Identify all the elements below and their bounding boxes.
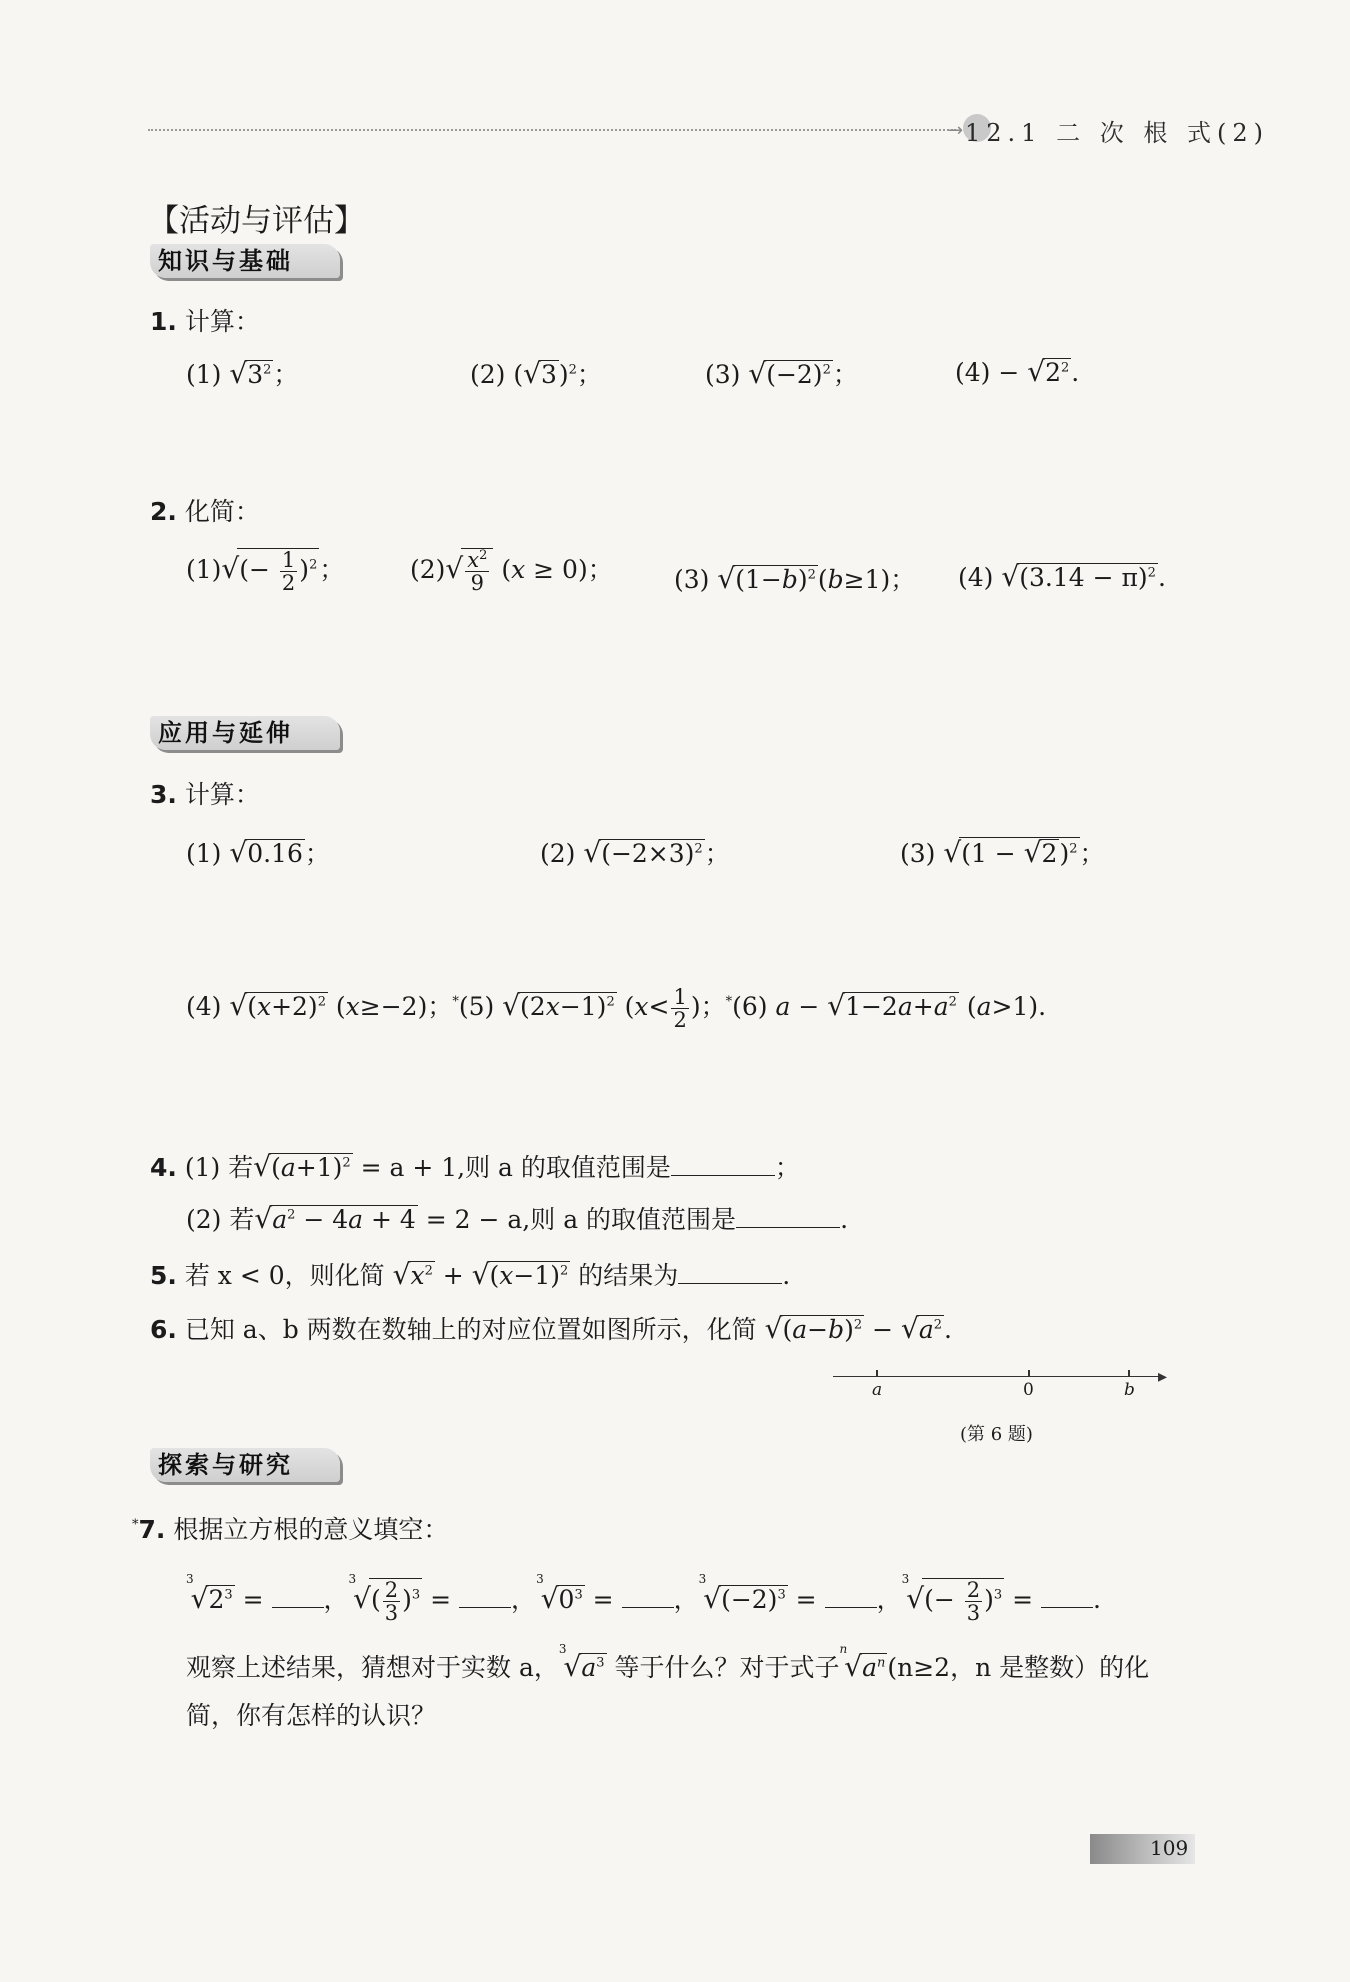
question-5: 5. 若 x < 0，则化简 $√x^2 + √(x-1)^2$ 的结果为 . bbox=[150, 1258, 791, 1291]
q2-item-3: (3) $√(1-b)^2(b\ge 1)$； bbox=[674, 562, 916, 595]
q7-observe-part1: 观察上述结果，猜想对于实数 a， bbox=[186, 1653, 559, 1682]
question-7 bbox=[132, 1510, 448, 1546]
q5-tail: 的结果为 bbox=[578, 1261, 679, 1290]
question-1 bbox=[150, 302, 260, 338]
question-prompt: 计算： bbox=[184, 780, 260, 809]
q3-item-3: (3) $√(1 - √2)^2$； bbox=[900, 836, 1105, 869]
question-6: 6. 已知 a、b 两数在数轴上的对应位置如图所示，化简 $√(a-b)^2 - √a^2$. bbox=[150, 1312, 952, 1345]
banner-application: 应用与延伸 bbox=[150, 716, 340, 750]
answer-blank[interactable] bbox=[736, 1201, 840, 1228]
q7-observe-part3: (n≥2，n 是整数）的化 bbox=[887, 1653, 1150, 1682]
answer-blank[interactable] bbox=[825, 1581, 877, 1608]
section-title: 【活动与评估】 bbox=[148, 203, 365, 239]
question-number: 1. bbox=[150, 307, 177, 336]
q3-item-4: (4) $√(x+2)^2$ (x≥−2)；*(5) $√(2x-1)^2$ (x< $\frac{1}{2}$ )；*(6) $a - √1-2a+a^2$ (a>1). bbox=[186, 985, 1047, 1033]
axis-label-zero: 0 bbox=[1023, 1380, 1034, 1400]
question-prompt: 化简： bbox=[184, 497, 260, 526]
q1-item-4: $(4) - √2^2$. bbox=[955, 355, 1080, 388]
page-number: 109 bbox=[1150, 1836, 1189, 1860]
question-number: 7. bbox=[138, 1515, 166, 1544]
q3-item-2: (2) $√(-2\times 3)^2$； bbox=[540, 836, 730, 869]
q1-item-1: (1) $√3^2$； bbox=[186, 357, 299, 390]
axis-label-a: a bbox=[872, 1380, 883, 1400]
q7-observation-line2: 简，你有怎样的认识？ bbox=[186, 1701, 437, 1730]
question-2 bbox=[150, 492, 260, 528]
q1-item-3: (3) $√(-2)^2$； bbox=[705, 357, 858, 390]
answer-blank[interactable] bbox=[622, 1581, 674, 1608]
tick-zero bbox=[1028, 1370, 1030, 1377]
q4-part2-text: = 2 − a,则 a 的取值范围是 bbox=[425, 1205, 737, 1234]
question-prompt: 计算： bbox=[184, 307, 260, 336]
running-header bbox=[965, 113, 1269, 148]
tick-a bbox=[876, 1370, 878, 1377]
q2-item-1: (1)√(− $\frac{1}{2}$ )$^2$； bbox=[186, 548, 345, 596]
answer-blank[interactable] bbox=[678, 1257, 782, 1284]
answer-blank[interactable] bbox=[1041, 1581, 1093, 1608]
number-line bbox=[833, 1376, 1163, 1377]
answer-blank[interactable] bbox=[459, 1581, 511, 1608]
q7-observe-part2: 等于什么？对于式子 bbox=[614, 1653, 840, 1682]
answer-blank[interactable] bbox=[272, 1581, 324, 1608]
question-number: 6. bbox=[150, 1315, 177, 1344]
q4-part1-text: = a + 1,则 a 的取值范围是 bbox=[360, 1153, 671, 1182]
tick-b bbox=[1128, 1370, 1130, 1377]
q4-part1-prefix: (1) 若 bbox=[184, 1153, 254, 1182]
chapter-title: 二 次 根 式(2) bbox=[1056, 119, 1269, 147]
question-3 bbox=[150, 775, 260, 811]
q1-item-2: (2) $(√3)^2$； bbox=[470, 357, 602, 390]
question-number: 2. bbox=[150, 497, 177, 526]
q5-text: 若 x < 0，则化简 bbox=[184, 1261, 385, 1290]
optional-star: * bbox=[132, 1517, 139, 1533]
question-number: 3. bbox=[150, 780, 177, 809]
header-rule bbox=[148, 129, 956, 131]
q2-item-2: (2)√ $\frac{x^2}{9}$ (x ≥ 0)； bbox=[410, 548, 613, 596]
question-number: 4. bbox=[150, 1153, 177, 1182]
chapter-number: 12.1 bbox=[965, 119, 1043, 147]
banner-explore: 探索与研究 bbox=[150, 1448, 340, 1482]
q7-fill-row: $^3√2^3$ = ，$^3$√( $\frac{2}{3}$ )$^3$ = ，$^3√0^3$ = ，$^3√(-2)^3$ = ，$^3$√(− $\frac{2}{3}$ )$^3$ = . bbox=[186, 1572, 1101, 1626]
q3-item-1: (1) √0.16； bbox=[186, 836, 330, 869]
q2-item-4: (4) $√(3.14 - \pi)^2$. bbox=[958, 560, 1166, 593]
answer-blank[interactable] bbox=[671, 1149, 775, 1176]
question-4-part-2: (2) 若$√a^2 - 4a + 4 = 2 - a$,则 a 的取值范围是 . bbox=[186, 1202, 849, 1235]
axis-label-b: b bbox=[1124, 1380, 1135, 1400]
figure-caption: (第 6 题) bbox=[960, 1424, 1033, 1445]
q7-observation: 观察上述结果，猜想对于实数 a，$^3√a^3$ 等于什么？对于式子$^n√a^n(n\ge 2$，n 是整数）的化 bbox=[186, 1642, 1150, 1683]
question-number: 5. bbox=[150, 1261, 177, 1290]
question-4: 4. (1) 若$√(a+1)^2 = a + 1$,则 a 的取值范围是 ； bbox=[150, 1150, 800, 1183]
question-prompt: 根据立方根的意义填空： bbox=[173, 1515, 449, 1544]
q6-text: 已知 a、b 两数在数轴上的对应位置如图所示，化简 bbox=[184, 1315, 757, 1344]
q4-part2-prefix: (2) 若 bbox=[186, 1205, 255, 1234]
arrow-right-icon: → bbox=[948, 120, 964, 141]
banner-basics: 知识与基础 bbox=[150, 244, 340, 278]
arrow-right-icon: ▸ bbox=[1158, 1366, 1168, 1387]
